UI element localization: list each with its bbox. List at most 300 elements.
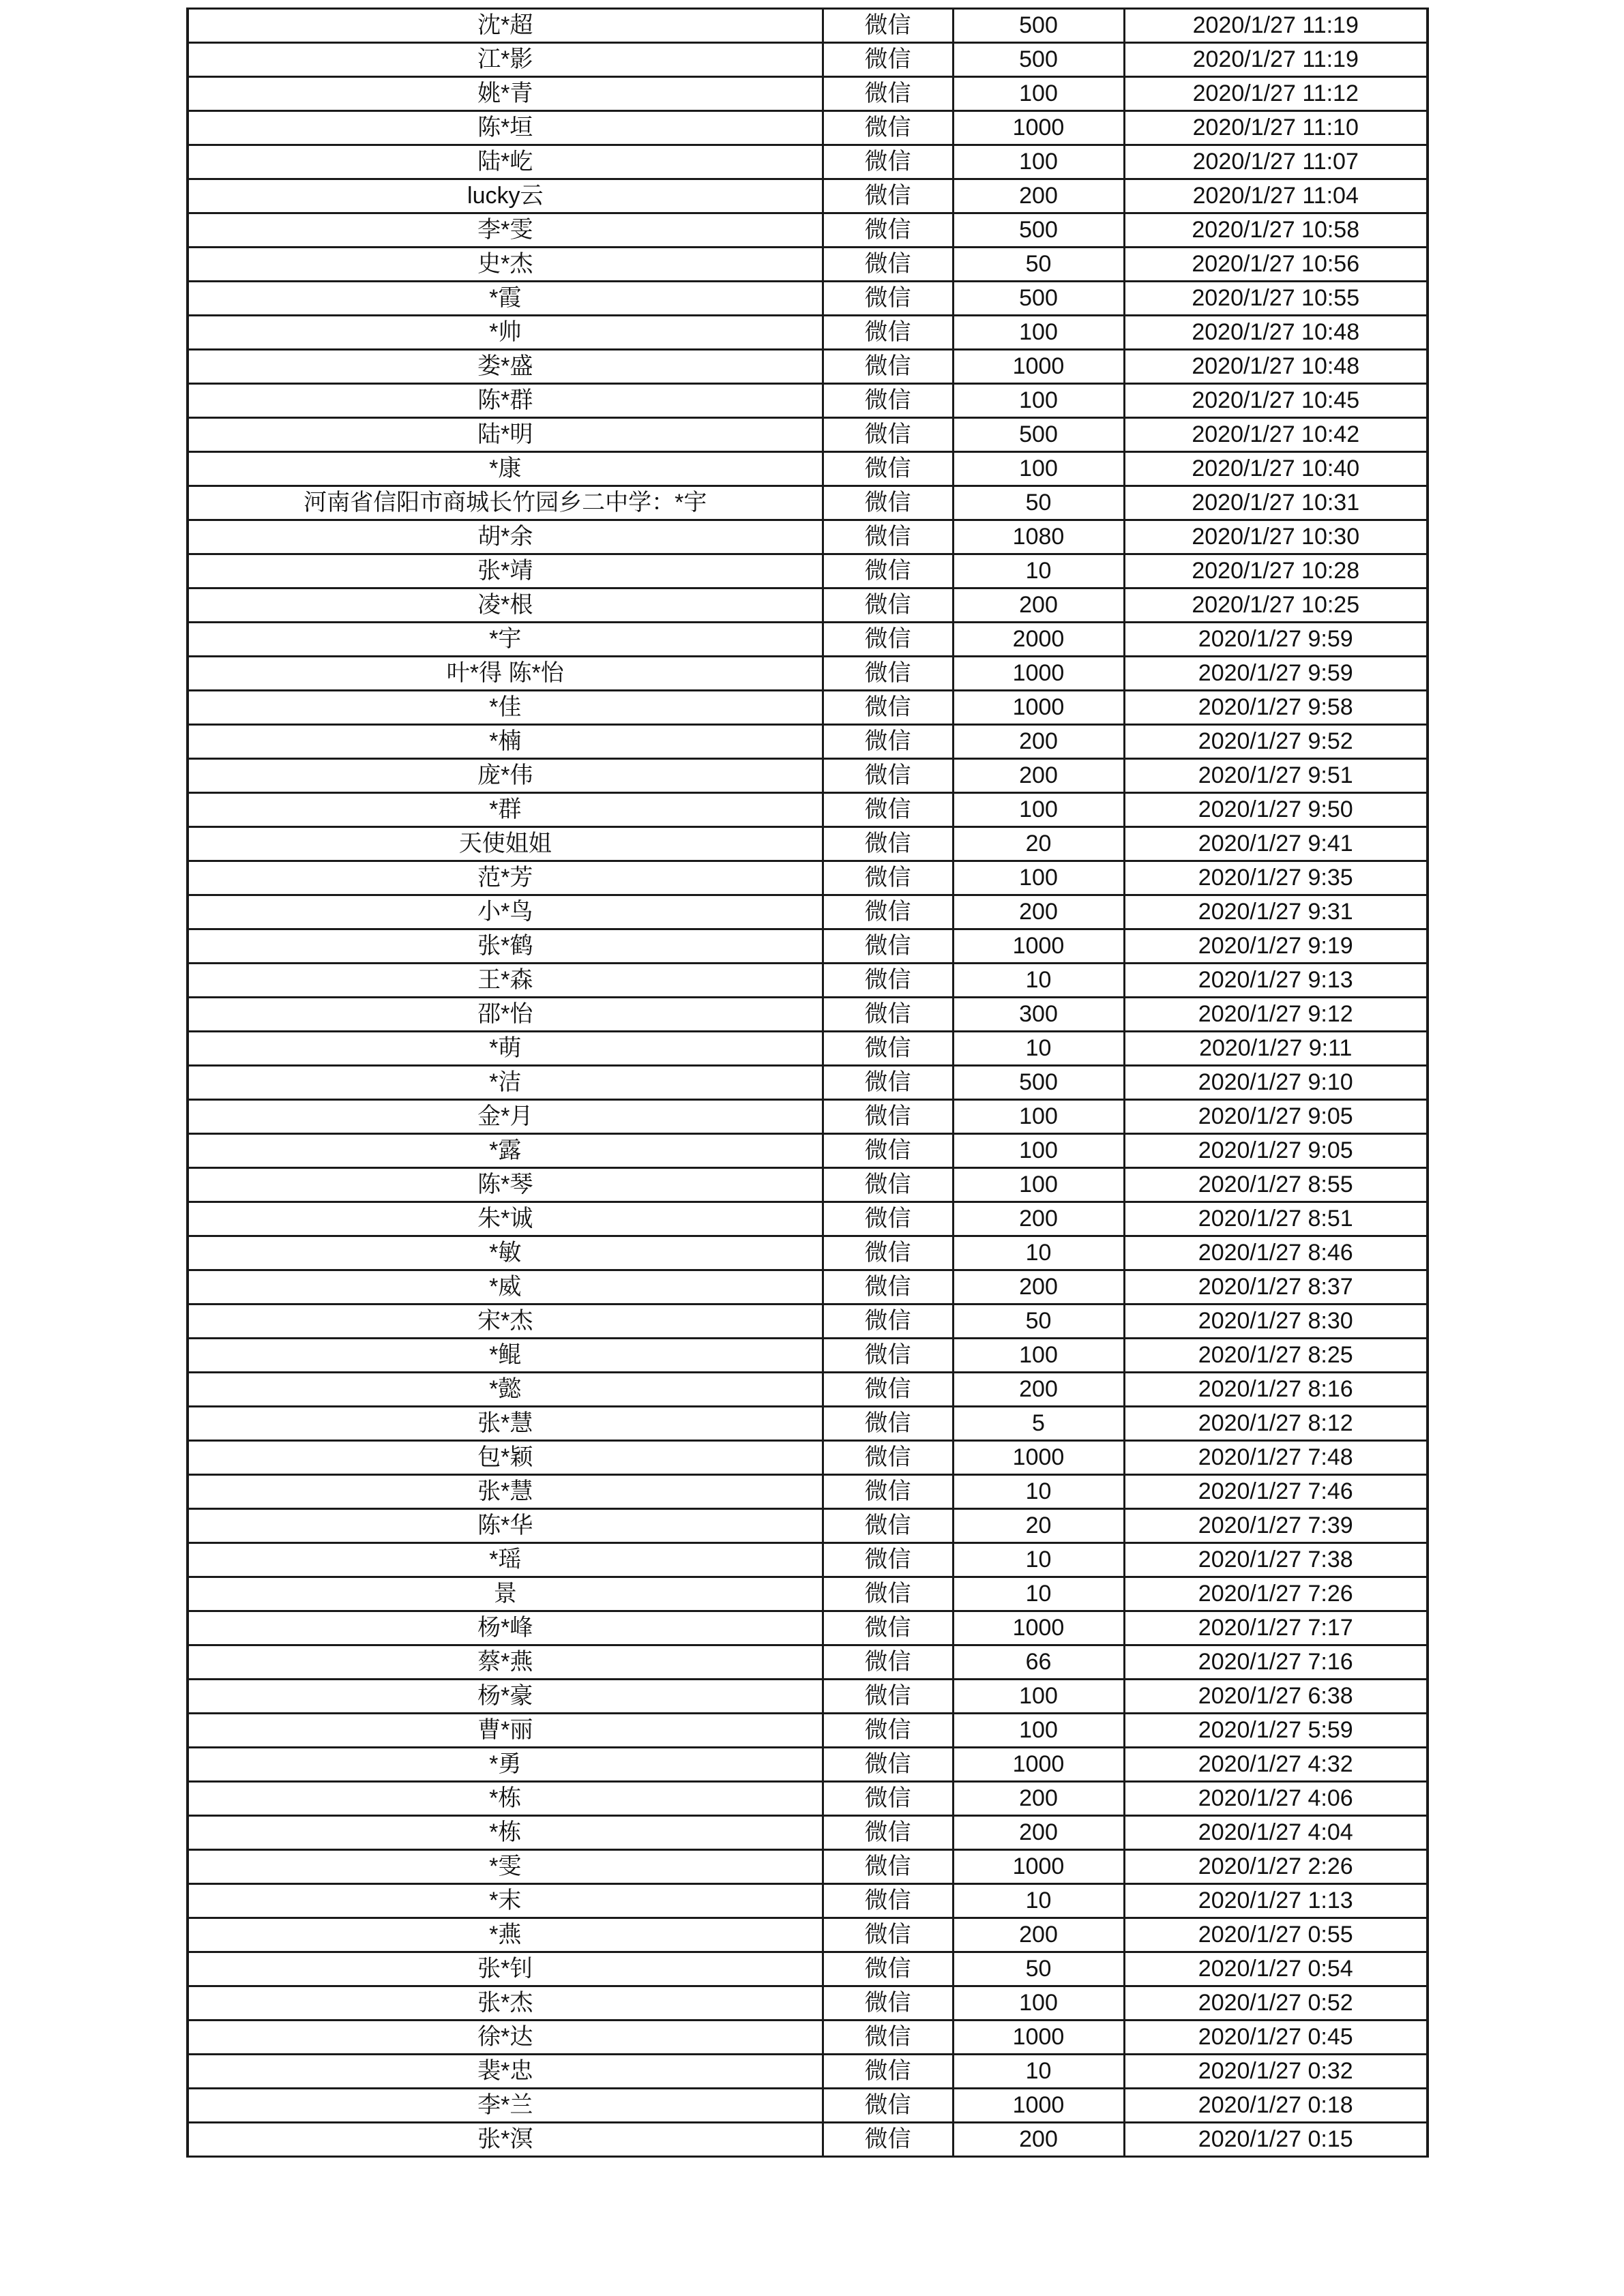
- payment-channel-cell: 微信: [823, 691, 953, 725]
- timestamp-cell: 2020/1/27 0:18: [1124, 2089, 1428, 2123]
- table-row: [188, 1202, 1428, 1236]
- table-row: [188, 1236, 1428, 1270]
- payment-channel-cell: 微信: [823, 384, 953, 418]
- donor-name-cell: 陆*屹: [188, 145, 823, 179]
- timestamp-cell: 2020/1/27 8:51: [1124, 1202, 1428, 1236]
- payment-channel-cell: 微信: [823, 1373, 953, 1407]
- donor-name-cell: 小*鸟: [188, 895, 823, 929]
- table-row: [188, 1645, 1428, 1680]
- timestamp-cell: 2020/1/27 6:38: [1124, 1680, 1428, 1714]
- timestamp-cell: 2020/1/27 11:19: [1124, 43, 1428, 77]
- amount-cell: 5: [953, 1407, 1124, 1441]
- timestamp-cell: 2020/1/27 11:10: [1124, 111, 1428, 145]
- amount-cell: 100: [953, 1134, 1124, 1168]
- timestamp-cell: 2020/1/27 1:13: [1124, 1884, 1428, 1918]
- amount-cell: 100: [953, 1100, 1124, 1134]
- payment-channel-cell: 微信: [823, 1952, 953, 1986]
- donor-name-cell: *洁: [188, 1066, 823, 1100]
- timestamp-cell: 2020/1/27 9:59: [1124, 623, 1428, 657]
- table-row: [188, 759, 1428, 793]
- timestamp-cell: 2020/1/27 4:32: [1124, 1748, 1428, 1782]
- timestamp-cell: 2020/1/27 0:45: [1124, 2021, 1428, 2055]
- table-row: [188, 1134, 1428, 1168]
- table-row: [188, 1986, 1428, 2021]
- payment-channel-cell: 微信: [823, 248, 953, 282]
- donor-name-cell: *懿: [188, 1373, 823, 1407]
- amount-cell: 1000: [953, 1850, 1124, 1884]
- table-row: [188, 1304, 1428, 1339]
- payment-channel-cell: 微信: [823, 1645, 953, 1680]
- table-row: [188, 1952, 1428, 1986]
- amount-cell: 10: [953, 1475, 1124, 1509]
- donor-name-cell: 张*靖: [188, 554, 823, 588]
- donor-name-cell: 李*雯: [188, 213, 823, 248]
- donor-name-cell: *萌: [188, 1032, 823, 1066]
- timestamp-cell: 2020/1/27 10:48: [1124, 316, 1428, 350]
- table-row: [188, 1782, 1428, 1816]
- timestamp-cell: 2020/1/27 10:31: [1124, 486, 1428, 520]
- table-row: [188, 1850, 1428, 1884]
- table-row: [188, 725, 1428, 759]
- timestamp-cell: 2020/1/27 2:26: [1124, 1850, 1428, 1884]
- donor-name-cell: *帅: [188, 316, 823, 350]
- table-row: [188, 2021, 1428, 2055]
- amount-cell: 500: [953, 43, 1124, 77]
- donor-name-cell: 姚*青: [188, 77, 823, 111]
- table-row: [188, 1066, 1428, 1100]
- donor-name-cell: 张*鹤: [188, 929, 823, 964]
- payment-channel-cell: 微信: [823, 1407, 953, 1441]
- donor-name-cell: *栋: [188, 1816, 823, 1850]
- table-row: [188, 1816, 1428, 1850]
- donor-name-cell: *宇: [188, 623, 823, 657]
- payment-channel-cell: 微信: [823, 895, 953, 929]
- amount-cell: 1000: [953, 2021, 1124, 2055]
- payment-channel-cell: 微信: [823, 657, 953, 691]
- table-row: [188, 1339, 1428, 1373]
- timestamp-cell: 2020/1/27 7:26: [1124, 1577, 1428, 1611]
- timestamp-cell: 2020/1/27 9:51: [1124, 759, 1428, 793]
- payment-channel-cell: 微信: [823, 1339, 953, 1373]
- donor-name-cell: 凌*根: [188, 588, 823, 623]
- table-row: [188, 793, 1428, 827]
- payment-channel-cell: 微信: [823, 1509, 953, 1543]
- donor-name-cell: 张*慧: [188, 1407, 823, 1441]
- payment-channel-cell: 微信: [823, 282, 953, 316]
- table-row: [188, 1918, 1428, 1952]
- table-row: [188, 1680, 1428, 1714]
- payment-channel-cell: 微信: [823, 1884, 953, 1918]
- amount-cell: 200: [953, 1782, 1124, 1816]
- donor-name-cell: 天使姐姐: [188, 827, 823, 861]
- table-row: [188, 1577, 1428, 1611]
- donor-name-cell: 叶*得 陈*怡: [188, 657, 823, 691]
- amount-cell: 200: [953, 179, 1124, 213]
- amount-cell: 100: [953, 145, 1124, 179]
- amount-cell: 10: [953, 2055, 1124, 2089]
- donor-name-cell: 景: [188, 1577, 823, 1611]
- table-row: [188, 2055, 1428, 2089]
- payment-channel-cell: 微信: [823, 1714, 953, 1748]
- table-row: [188, 452, 1428, 486]
- donation-table-body: [188, 9, 1428, 2157]
- amount-cell: 10: [953, 1884, 1124, 1918]
- payment-channel-cell: 微信: [823, 2089, 953, 2123]
- amount-cell: 100: [953, 861, 1124, 895]
- table-row: [188, 2089, 1428, 2123]
- table-row: [188, 213, 1428, 248]
- amount-cell: 200: [953, 588, 1124, 623]
- table-row: [188, 1100, 1428, 1134]
- amount-cell: 20: [953, 827, 1124, 861]
- timestamp-cell: 2020/1/27 10:40: [1124, 452, 1428, 486]
- timestamp-cell: 2020/1/27 9:31: [1124, 895, 1428, 929]
- payment-channel-cell: 微信: [823, 520, 953, 554]
- timestamp-cell: 2020/1/27 5:59: [1124, 1714, 1428, 1748]
- timestamp-cell: 2020/1/27 9:12: [1124, 998, 1428, 1032]
- timestamp-cell: 2020/1/27 11:04: [1124, 179, 1428, 213]
- payment-channel-cell: 微信: [823, 486, 953, 520]
- table-row: [188, 520, 1428, 554]
- table-row: [188, 282, 1428, 316]
- donor-name-cell: 胡*余: [188, 520, 823, 554]
- table-row: [188, 1441, 1428, 1475]
- table-row: [188, 9, 1428, 43]
- timestamp-cell: 2020/1/27 8:55: [1124, 1168, 1428, 1202]
- table-row: [188, 657, 1428, 691]
- payment-channel-cell: 微信: [823, 554, 953, 588]
- payment-channel-cell: 微信: [823, 43, 953, 77]
- donor-name-cell: 张*溟: [188, 2123, 823, 2157]
- donor-name-cell: 徐*达: [188, 2021, 823, 2055]
- amount-cell: 100: [953, 1339, 1124, 1373]
- table-row: [188, 1475, 1428, 1509]
- table-row: [188, 145, 1428, 179]
- timestamp-cell: 2020/1/27 9:59: [1124, 657, 1428, 691]
- amount-cell: 500: [953, 1066, 1124, 1100]
- donor-name-cell: *末: [188, 1884, 823, 1918]
- timestamp-cell: 2020/1/27 9:19: [1124, 929, 1428, 964]
- donor-name-cell: 陆*明: [188, 418, 823, 452]
- amount-cell: 100: [953, 77, 1124, 111]
- table-row: [188, 1509, 1428, 1543]
- table-row: [188, 1884, 1428, 1918]
- table-row: [188, 998, 1428, 1032]
- payment-channel-cell: 微信: [823, 793, 953, 827]
- timestamp-cell: 2020/1/27 10:28: [1124, 554, 1428, 588]
- payment-channel-cell: 微信: [823, 964, 953, 998]
- table-row: [188, 350, 1428, 384]
- table-row: [188, 691, 1428, 725]
- amount-cell: 500: [953, 9, 1124, 43]
- amount-cell: 1000: [953, 111, 1124, 145]
- amount-cell: 100: [953, 384, 1124, 418]
- donor-name-cell: *楠: [188, 725, 823, 759]
- timestamp-cell: 2020/1/27 0:32: [1124, 2055, 1428, 2089]
- donor-name-cell: 庞*伟: [188, 759, 823, 793]
- table-row: [188, 418, 1428, 452]
- amount-cell: 20: [953, 1509, 1124, 1543]
- timestamp-cell: 2020/1/27 10:30: [1124, 520, 1428, 554]
- amount-cell: 100: [953, 1680, 1124, 1714]
- donor-name-cell: 王*森: [188, 964, 823, 998]
- amount-cell: 1000: [953, 1611, 1124, 1645]
- timestamp-cell: 2020/1/27 9:11: [1124, 1032, 1428, 1066]
- payment-channel-cell: 微信: [823, 1032, 953, 1066]
- timestamp-cell: 2020/1/27 10:42: [1124, 418, 1428, 452]
- timestamp-cell: 2020/1/27 0:52: [1124, 1986, 1428, 2021]
- donor-name-cell: 宋*杰: [188, 1304, 823, 1339]
- donor-name-cell: 李*兰: [188, 2089, 823, 2123]
- payment-channel-cell: 微信: [823, 1270, 953, 1304]
- amount-cell: 100: [953, 1986, 1124, 2021]
- donor-name-cell: 杨*豪: [188, 1680, 823, 1714]
- donor-name-cell: 裴*忠: [188, 2055, 823, 2089]
- payment-channel-cell: 微信: [823, 316, 953, 350]
- timestamp-cell: 2020/1/27 0:55: [1124, 1918, 1428, 1952]
- amount-cell: 10: [953, 1543, 1124, 1577]
- table-row: [188, 554, 1428, 588]
- timestamp-cell: 2020/1/27 11:07: [1124, 145, 1428, 179]
- timestamp-cell: 2020/1/27 9:05: [1124, 1134, 1428, 1168]
- timestamp-cell: 2020/1/27 9:13: [1124, 964, 1428, 998]
- table-row: [188, 1748, 1428, 1782]
- amount-cell: 500: [953, 213, 1124, 248]
- payment-channel-cell: 微信: [823, 213, 953, 248]
- amount-cell: 200: [953, 1202, 1124, 1236]
- timestamp-cell: 2020/1/27 7:48: [1124, 1441, 1428, 1475]
- timestamp-cell: 2020/1/27 0:54: [1124, 1952, 1428, 1986]
- donor-name-cell: 张*钊: [188, 1952, 823, 1986]
- donor-name-cell: lucky云: [188, 179, 823, 213]
- donor-name-cell: *栋: [188, 1782, 823, 1816]
- timestamp-cell: 2020/1/27 9:52: [1124, 725, 1428, 759]
- payment-channel-cell: 微信: [823, 1816, 953, 1850]
- table-row: [188, 77, 1428, 111]
- timestamp-cell: 2020/1/27 8:30: [1124, 1304, 1428, 1339]
- table-row: [188, 964, 1428, 998]
- donor-name-cell: 张*慧: [188, 1475, 823, 1509]
- timestamp-cell: 2020/1/27 10:25: [1124, 588, 1428, 623]
- table-row: [188, 895, 1428, 929]
- amount-cell: 1000: [953, 350, 1124, 384]
- donor-name-cell: *康: [188, 452, 823, 486]
- donation-table: [186, 8, 1429, 2158]
- timestamp-cell: 2020/1/27 7:16: [1124, 1645, 1428, 1680]
- table-row: [188, 316, 1428, 350]
- payment-channel-cell: 微信: [823, 111, 953, 145]
- amount-cell: 200: [953, 2123, 1124, 2157]
- donor-name-cell: 蔡*燕: [188, 1645, 823, 1680]
- timestamp-cell: 2020/1/27 9:50: [1124, 793, 1428, 827]
- amount-cell: 200: [953, 1373, 1124, 1407]
- donor-name-cell: 范*芳: [188, 861, 823, 895]
- payment-channel-cell: 微信: [823, 2021, 953, 2055]
- timestamp-cell: 2020/1/27 11:12: [1124, 77, 1428, 111]
- amount-cell: 1000: [953, 929, 1124, 964]
- payment-channel-cell: 微信: [823, 1202, 953, 1236]
- payment-channel-cell: 微信: [823, 1577, 953, 1611]
- amount-cell: 10: [953, 964, 1124, 998]
- donor-name-cell: 包*颖: [188, 1441, 823, 1475]
- amount-cell: 200: [953, 1816, 1124, 1850]
- payment-channel-cell: 微信: [823, 1134, 953, 1168]
- amount-cell: 10: [953, 554, 1124, 588]
- payment-channel-cell: 微信: [823, 418, 953, 452]
- table-row: [188, 2123, 1428, 2157]
- amount-cell: 300: [953, 998, 1124, 1032]
- amount-cell: 200: [953, 725, 1124, 759]
- payment-channel-cell: 微信: [823, 2123, 953, 2157]
- timestamp-cell: 2020/1/27 7:39: [1124, 1509, 1428, 1543]
- payment-channel-cell: 微信: [823, 759, 953, 793]
- amount-cell: 2000: [953, 623, 1124, 657]
- timestamp-cell: 2020/1/27 10:55: [1124, 282, 1428, 316]
- table-row: [188, 248, 1428, 282]
- timestamp-cell: 2020/1/27 9:10: [1124, 1066, 1428, 1100]
- timestamp-cell: 2020/1/27 10:45: [1124, 384, 1428, 418]
- donor-name-cell: *雯: [188, 1850, 823, 1884]
- timestamp-cell: 2020/1/27 7:46: [1124, 1475, 1428, 1509]
- amount-cell: 10: [953, 1032, 1124, 1066]
- payment-channel-cell: 微信: [823, 1100, 953, 1134]
- donor-name-cell: *鲲: [188, 1339, 823, 1373]
- payment-channel-cell: 微信: [823, 1304, 953, 1339]
- amount-cell: 10: [953, 1236, 1124, 1270]
- amount-cell: 1000: [953, 657, 1124, 691]
- payment-channel-cell: 微信: [823, 350, 953, 384]
- payment-channel-cell: 微信: [823, 827, 953, 861]
- payment-channel-cell: 微信: [823, 1441, 953, 1475]
- donor-name-cell: 朱*诚: [188, 1202, 823, 1236]
- payment-channel-cell: 微信: [823, 1748, 953, 1782]
- amount-cell: 500: [953, 282, 1124, 316]
- payment-channel-cell: 微信: [823, 1543, 953, 1577]
- donor-name-cell: 金*月: [188, 1100, 823, 1134]
- payment-channel-cell: 微信: [823, 2055, 953, 2089]
- payment-channel-cell: 微信: [823, 9, 953, 43]
- payment-channel-cell: 微信: [823, 929, 953, 964]
- donor-name-cell: *燕: [188, 1918, 823, 1952]
- payment-channel-cell: 微信: [823, 1168, 953, 1202]
- donor-name-cell: 张*杰: [188, 1986, 823, 2021]
- timestamp-cell: 2020/1/27 10:48: [1124, 350, 1428, 384]
- timestamp-cell: 2020/1/27 9:41: [1124, 827, 1428, 861]
- table-row: [188, 111, 1428, 145]
- payment-channel-cell: 微信: [823, 1611, 953, 1645]
- amount-cell: 200: [953, 1270, 1124, 1304]
- table-row: [188, 588, 1428, 623]
- payment-channel-cell: 微信: [823, 1475, 953, 1509]
- donor-name-cell: *威: [188, 1270, 823, 1304]
- amount-cell: 1000: [953, 1441, 1124, 1475]
- amount-cell: 200: [953, 759, 1124, 793]
- timestamp-cell: 2020/1/27 8:37: [1124, 1270, 1428, 1304]
- donor-name-cell: *露: [188, 1134, 823, 1168]
- donor-name-cell: 陈*华: [188, 1509, 823, 1543]
- table-row: [188, 1611, 1428, 1645]
- payment-channel-cell: 微信: [823, 588, 953, 623]
- timestamp-cell: 2020/1/27 7:38: [1124, 1543, 1428, 1577]
- donor-name-cell: 沈*超: [188, 9, 823, 43]
- table-row: [188, 486, 1428, 520]
- timestamp-cell: 2020/1/27 4:06: [1124, 1782, 1428, 1816]
- amount-cell: 50: [953, 1952, 1124, 1986]
- timestamp-cell: 2020/1/27 9:05: [1124, 1100, 1428, 1134]
- amount-cell: 200: [953, 1918, 1124, 1952]
- donor-name-cell: 曹*丽: [188, 1714, 823, 1748]
- donor-name-cell: 江*影: [188, 43, 823, 77]
- table-row: [188, 1407, 1428, 1441]
- timestamp-cell: 2020/1/27 9:35: [1124, 861, 1428, 895]
- timestamp-cell: 2020/1/27 8:46: [1124, 1236, 1428, 1270]
- timestamp-cell: 2020/1/27 4:04: [1124, 1816, 1428, 1850]
- payment-channel-cell: 微信: [823, 861, 953, 895]
- donor-name-cell: 杨*峰: [188, 1611, 823, 1645]
- donor-name-cell: 河南省信阳市商城长竹园乡二中学：*宇: [188, 486, 823, 520]
- donor-name-cell: 陈*垣: [188, 111, 823, 145]
- amount-cell: 200: [953, 895, 1124, 929]
- payment-channel-cell: 微信: [823, 1236, 953, 1270]
- table-row: [188, 179, 1428, 213]
- timestamp-cell: 2020/1/27 10:58: [1124, 213, 1428, 248]
- timestamp-cell: 2020/1/27 8:12: [1124, 1407, 1428, 1441]
- amount-cell: 1000: [953, 2089, 1124, 2123]
- payment-channel-cell: 微信: [823, 1680, 953, 1714]
- table-row: [188, 861, 1428, 895]
- payment-channel-cell: 微信: [823, 998, 953, 1032]
- timestamp-cell: 2020/1/27 7:17: [1124, 1611, 1428, 1645]
- amount-cell: 500: [953, 418, 1124, 452]
- payment-channel-cell: 微信: [823, 145, 953, 179]
- table-row: [188, 929, 1428, 964]
- payment-channel-cell: 微信: [823, 1782, 953, 1816]
- timestamp-cell: 2020/1/27 10:56: [1124, 248, 1428, 282]
- amount-cell: 50: [953, 1304, 1124, 1339]
- donor-name-cell: *瑶: [188, 1543, 823, 1577]
- table-row: [188, 1714, 1428, 1748]
- donor-name-cell: 邵*怡: [188, 998, 823, 1032]
- timestamp-cell: 2020/1/27 9:58: [1124, 691, 1428, 725]
- table-row: [188, 1373, 1428, 1407]
- payment-channel-cell: 微信: [823, 1066, 953, 1100]
- table-row: [188, 1168, 1428, 1202]
- amount-cell: 100: [953, 452, 1124, 486]
- payment-channel-cell: 微信: [823, 1850, 953, 1884]
- timestamp-cell: 2020/1/27 0:15: [1124, 2123, 1428, 2157]
- payment-channel-cell: 微信: [823, 77, 953, 111]
- table-row: [188, 43, 1428, 77]
- donor-name-cell: *佳: [188, 691, 823, 725]
- amount-cell: 50: [953, 248, 1124, 282]
- amount-cell: 100: [953, 793, 1124, 827]
- donor-name-cell: 娄*盛: [188, 350, 823, 384]
- timestamp-cell: 2020/1/27 8:16: [1124, 1373, 1428, 1407]
- timestamp-cell: 2020/1/27 8:25: [1124, 1339, 1428, 1373]
- donor-name-cell: *群: [188, 793, 823, 827]
- donor-name-cell: 史*杰: [188, 248, 823, 282]
- amount-cell: 100: [953, 1714, 1124, 1748]
- payment-channel-cell: 微信: [823, 179, 953, 213]
- payment-channel-cell: 微信: [823, 623, 953, 657]
- donor-name-cell: *勇: [188, 1748, 823, 1782]
- donor-name-cell: 陈*琴: [188, 1168, 823, 1202]
- payment-channel-cell: 微信: [823, 452, 953, 486]
- donor-name-cell: *霞: [188, 282, 823, 316]
- amount-cell: 1000: [953, 1748, 1124, 1782]
- amount-cell: 50: [953, 486, 1124, 520]
- timestamp-cell: 2020/1/27 11:19: [1124, 9, 1428, 43]
